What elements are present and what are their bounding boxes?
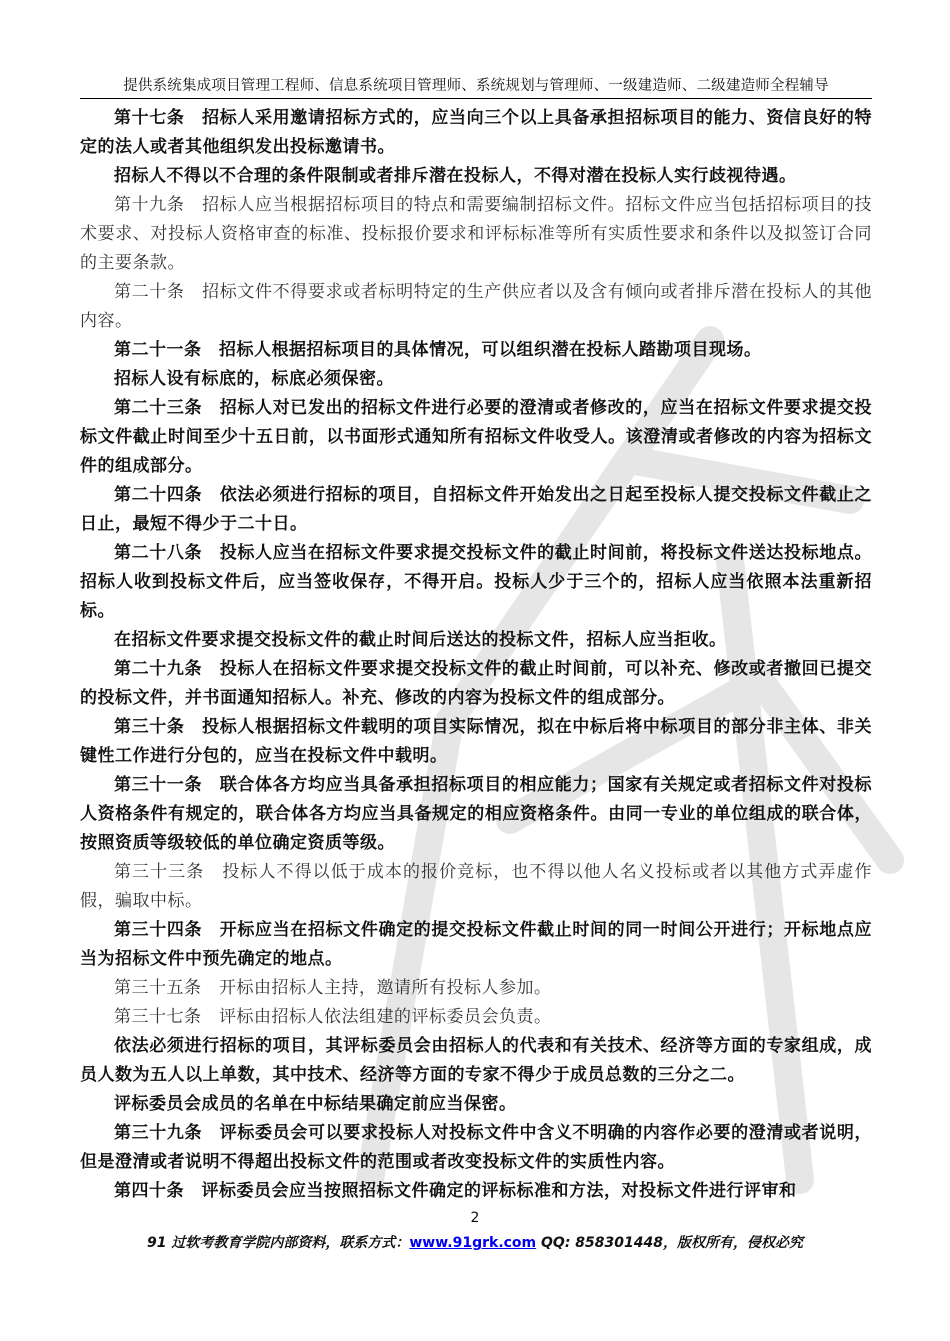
paragraph: 第三十条 投标人根据招标文件载明的项目实际情况，拟在中标后将中标项目的部分非主体、非关键性工作进行分包的，应当在投标文件中载明。 bbox=[80, 717, 872, 766]
paragraph: 第二十八条 投标人应当在招标文件要求提交投标文件的截止时间前，将投标文件送达投标地点。招标人收到投标文件后，应当签收保存，不得开启。投标人少于三个的，招标人应当依照本法重新招标。 bbox=[80, 543, 872, 621]
paragraph: 评标委员会成员的名单在中标结果确定前应当保密。 bbox=[114, 1094, 517, 1114]
paragraph: 第二十九条 投标人在招标文件要求提交投标文件的截止时间前，可以补充、修改或者撤回已提交的投标文件，并书面通知招标人。补充、修改的内容为投标文件的组成部分。 bbox=[80, 659, 872, 708]
paragraph: 第三十九条 评标委员会可以要求投标人对投标文件中含义不明确的内容作必要的澄清或者说明，但是澄清或者说明不得超出投标文件的范围或者改变投标文件的实质性内容。 bbox=[80, 1123, 872, 1172]
paragraph: 第三十三条 投标人不得以低于成本的报价竞标，也不得以他人名义投标或者以其他方式弄虚作假，骗取中标。 bbox=[80, 862, 872, 911]
paragraph: 第十九条 招标人应当根据招标项目的特点和需要编制招标文件。招标文件应当包括招标项目的技术要求、对投标人资格审查的标准、投标报价要求和评标标准等所有实质性要求和条件以及拟签订合同的主要条款。 bbox=[80, 195, 872, 273]
paragraph: 第三十五条 开标由招标人主持，邀请所有投标人参加。 bbox=[114, 978, 552, 998]
paragraph: 在招标文件要求提交投标文件的截止时间后送达的投标文件，招标人应当拒收。 bbox=[114, 630, 727, 650]
paragraph: 第四十条 评标委员会应当按照招标文件确定的评标标准和方法，对投标文件进行评审和 bbox=[114, 1181, 797, 1201]
paragraph: 第三十七条 评标由招标人依法组建的评标委员会负责。 bbox=[114, 1007, 552, 1027]
page-header: 提供系统集成项目管理工程师、信息系统项目管理师、系统规划与管理师、一级建造师、二级建造师全程辅导 bbox=[80, 74, 872, 99]
document-body bbox=[80, 104, 872, 1206]
footer-website-link[interactable]: www.91grk.com bbox=[409, 1235, 537, 1251]
paragraph: 招标人不得以不合理的条件限制或者排斥潜在投标人，不得对潜在投标人实行歧视待遇。 bbox=[114, 166, 797, 186]
paragraph: 第二十条 招标文件不得要求或者标明特定的生产供应者以及含有倾向或者排斥潜在投标人的其他内容。 bbox=[80, 282, 872, 331]
paragraph: 第三十四条 开标应当在招标文件确定的提交投标文件截止时间的同一时间公开进行；开标地点应当为招标文件中预先确定的地点。 bbox=[80, 920, 872, 969]
paragraph: 第二十一条 招标人根据招标项目的具体情况，可以组织潜在投标人踏勘项目现场。 bbox=[114, 340, 762, 360]
paragraph: 招标人设有标底的，标底必须保密。 bbox=[114, 369, 394, 389]
paragraph: 第三十一条 联合体各方均应当具备承担招标项目的相应能力；国家有关规定或者招标文件对投标人资格条件有规定的，联合体各方均应当具备规定的相应资格条件。由同一专业的单位组成的联合体，按照资质等级较低的单位确定资质等级。 bbox=[80, 775, 872, 853]
paragraph: 第二十四条 依法必须进行招标的项目，自招标文件开始发出之日起至投标人提交投标文件截止之日止，最短不得少于二十日。 bbox=[80, 485, 872, 534]
footer-line bbox=[0, 1232, 950, 1252]
paragraph: 第二十三条 招标人对已发出的招标文件进行必要的澄清或者修改的，应当在招标文件要求提交投标文件截止时间至少十五日前，以书面形式通知所有招标文件收受人。该澄清或者修改的内容为招标文件的组成部分。 bbox=[80, 398, 872, 476]
footer-prefix: 91 过软考教育学院内部资料，联系方式： bbox=[147, 1235, 410, 1251]
paragraph: 依法必须进行招标的项目，其评标委员会由招标人的代表和有关技术、经济等方面的专家组成，成员人数为五人以上单数，其中技术、经济等方面的专家不得少于成员总数的三分之二。 bbox=[80, 1036, 872, 1085]
page-number: 2 bbox=[470, 1210, 480, 1226]
paragraph: 第十七条 招标人采用邀请招标方式的，应当向三个以上具备承担招标项目的能力、资信良好的特定的法人或者其他组织发出投标邀请书。 bbox=[80, 108, 872, 157]
footer-suffix: QQ: 858301448，版权所有，侵权必究 bbox=[536, 1235, 803, 1251]
